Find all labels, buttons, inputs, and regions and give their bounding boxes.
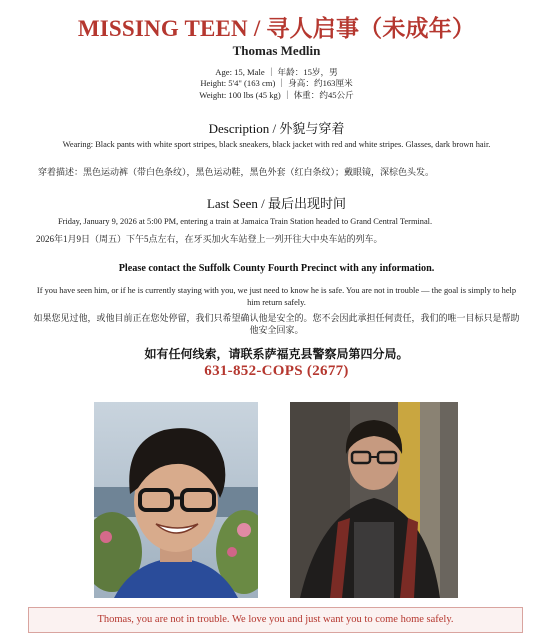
poster-title: MISSING TEEN / 寻人启事（未成年） [77,16,476,41]
description-cn: 穿着描述：黑色运动裤（带白色条纹），黑色运动鞋，黑色外套（红白条纹）；戴眼镜，深棕色头发。 [38,167,435,177]
contact-en: If you have seen him, or if he is currently staying with you, we just need to know he is safe. You are not in trouble — the goal is simply to help him return safely. [36,286,517,307]
phone-number: 631-852-COPS (2677) [204,363,349,379]
last-seen-cn: 2026年1月9日（周五）下午5点左右，在牙买加火车站登上一列开往大中央车站的列车。 [36,234,383,244]
weight-line: Weight: 100 lbs (45 kg) ｜ 体重：约45公斤 [199,89,354,100]
last-seen-en: Friday, January 9, 2026 at 5:00 PM, entering a train at Jamaica Train Station headed to Grand Central Terminal. [58,217,433,226]
surveillance-photo [290,402,458,598]
last-seen-heading: Last Seen / 最后出现时间 [206,196,346,211]
person-name: Thomas Medlin [232,43,321,58]
footer-message: Thomas, you are not in trouble. We love you and just want you to come home safely. [28,607,523,633]
age-line: Age: 15, Male ｜ 年龄：15岁，男 [215,67,338,77]
portrait-photo [94,402,258,598]
contact-cn: 如果您见过他，或他目前正在您处停留，我们只希望确认他是安全的。您不会因此承担任何责任，我们的唯一目标只是帮助他安全回家。 [33,313,520,335]
contact-cn-heading: 如有任何线索，请联系萨福克县警察局第四分局。 [144,347,409,361]
description-heading: Description / 外貌与穿着 [208,121,345,136]
description-en: Wearing: Black pants with white sport stripes, black sneakers, black jacket with red and white stripes. Glasses, dark brown hair. [62,140,491,149]
person-stats [0,67,553,101]
contact-heading: Please contact the Suffolk County Fourth Precinct with any information. [118,263,435,274]
height-line: Height: 5'4" (163 cm) ｜ 身高：约163厘米 [200,78,353,89]
